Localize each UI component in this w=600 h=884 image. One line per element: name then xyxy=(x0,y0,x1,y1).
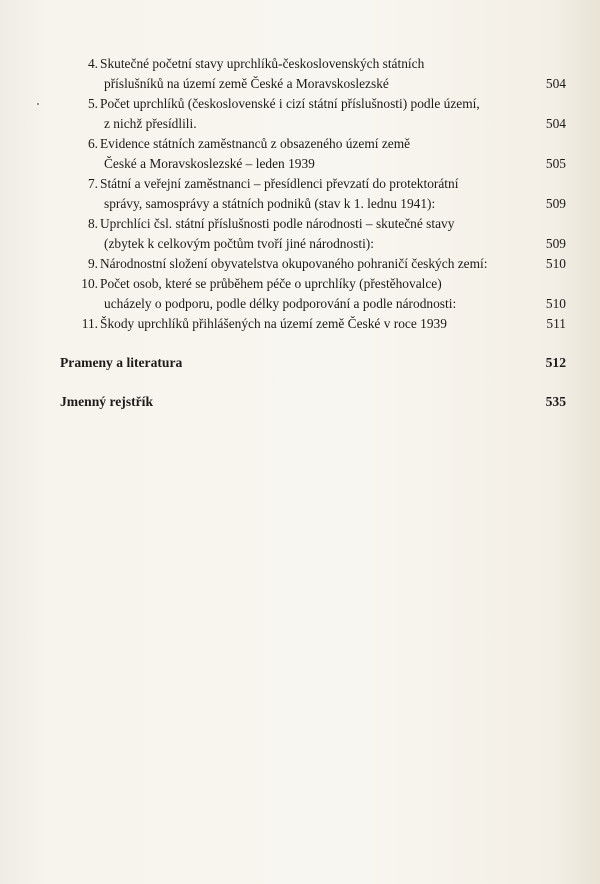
entry-title-line: České a Moravskoslezské – leden 1939 xyxy=(104,156,315,171)
entry-page-number: 504 xyxy=(545,116,566,131)
toc-section-sources[interactable] xyxy=(60,353,566,373)
entry-title xyxy=(100,314,508,334)
entry-page-number: 509 xyxy=(545,236,566,251)
entry-title-line: Škody uprchlíků přihlášených na území země České v roce 1939 xyxy=(100,316,447,331)
entry-number: 8. xyxy=(87,216,98,231)
entry-title-line: (zbytek k celkovým počtům tvoří jiné národnosti): xyxy=(104,236,374,251)
section-title: Prameny a literatura xyxy=(60,355,183,370)
entry-page-number: 505 xyxy=(545,156,566,171)
entry-title xyxy=(100,94,508,134)
entry-title-line: Skutečné početní stavy uprchlíků-československých státních xyxy=(100,56,425,71)
entry-page-number: 510 xyxy=(545,296,566,311)
print-speck xyxy=(37,103,39,105)
entry-title-line: Evidence státních zaměstnanců z obsazeného území země xyxy=(100,136,411,151)
entry-title-line: Počet osob, které se průběhem péče o uprchlíky (přestěhovalce) xyxy=(100,276,442,291)
entry-title-line: Uprchlíci čsl. státní příslušnosti podle národnosti – skutečné stavy xyxy=(100,216,455,231)
entry-title xyxy=(100,274,508,314)
entry-number: 11. xyxy=(81,316,98,331)
toc-entry[interactable] xyxy=(60,314,566,334)
entry-page-number: 509 xyxy=(545,196,566,211)
toc-entry[interactable] xyxy=(60,174,566,214)
entry-title-line: Počet uprchlíků (československé i cizí státní příslušnosti) podle území, xyxy=(100,96,480,111)
entry-title-line: z nichž přesídlili. xyxy=(104,116,197,131)
entry-title xyxy=(100,214,508,254)
entry-title xyxy=(100,134,508,174)
entry-title-line: Státní a veřejní zaměstnanci – přesídlenci převzatí do protektorátní xyxy=(100,176,459,191)
toc-entry-list xyxy=(60,54,566,334)
toc-section-name-index[interactable] xyxy=(60,392,566,412)
entry-title xyxy=(100,254,508,274)
entry-number: 4. xyxy=(87,56,98,71)
entry-page-number: 504 xyxy=(545,76,566,91)
toc-entry[interactable] xyxy=(60,214,566,254)
entry-title-line: Národnostní složení obyvatelstva okupovaného pohraničí českých zemí: xyxy=(100,256,488,271)
entry-title-line: správy, samosprávy a státních podniků (stav k 1. lednu 1941): xyxy=(104,196,436,211)
section-title: Jmenný rejstřík xyxy=(60,394,154,409)
toc-entry[interactable] xyxy=(60,54,566,94)
entry-page-number: 510 xyxy=(545,256,566,271)
toc-entry[interactable] xyxy=(60,94,566,134)
toc-entry[interactable] xyxy=(60,254,566,274)
entry-title xyxy=(100,174,508,214)
section-page-number: 535 xyxy=(545,394,566,409)
entry-title-line: ucházely o podporu, podle délky podporování a podle národnosti: xyxy=(104,296,457,311)
toc-entry[interactable] xyxy=(60,134,566,174)
entry-title xyxy=(100,54,508,94)
entry-number: 10. xyxy=(81,276,98,291)
entry-page-number: 511 xyxy=(546,316,566,331)
entry-number: 5. xyxy=(87,96,98,111)
table-of-contents xyxy=(60,54,566,412)
entry-title-line: příslušníků na území země České a Moravskoslezské xyxy=(104,76,389,91)
entry-number: 7. xyxy=(87,176,98,191)
entry-number: 6. xyxy=(87,136,98,151)
entry-number: 9. xyxy=(87,256,98,271)
toc-entry[interactable] xyxy=(60,274,566,314)
section-page-number: 512 xyxy=(545,355,566,370)
